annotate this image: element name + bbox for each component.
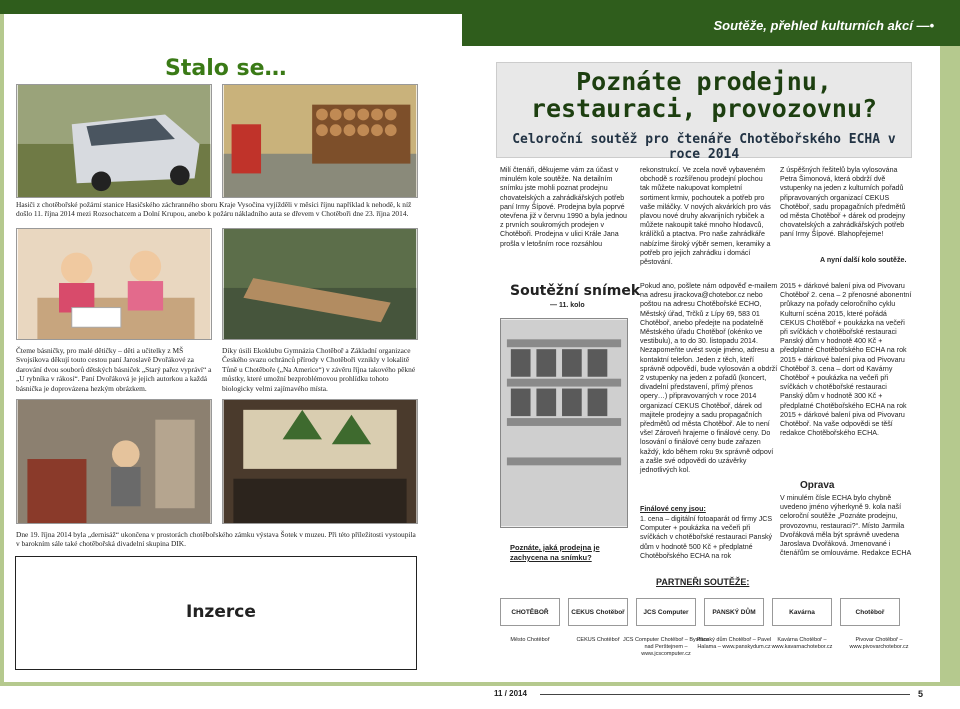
logo-pivovar: Chotěboř [840, 598, 900, 626]
caption-dernisaz: Dne 19. října 2014 byla „dernisáž“ ukončena v prostorách chotěbořského zámku výstava Šotek v muzeu. Při této příležitosti vystoupila v barokním sále také chotěbořská divadelní skupina DIK. [16, 530, 416, 549]
bottom-bar [0, 682, 960, 709]
intro-column-1: Milí čtenáři, děkujeme vám za účast v minulém kole soutěže. Na detailním snímku jste mohli poznat prodejnu chovatelských a zahrádkářských potřeb paní Irmy Šípové. Prodejna byla poprvé otevřena již v červnu 1990 a byla jednou z prvních soukromých prodejen v Chotěboři. Prodejna v ulici Krále Jana prošla v letošním roce rozsáhlou [500, 166, 627, 248]
final-prize-1: 1. cena – digitální fotoaparát od firmy JCS Computer + poukázka na večeři při svíčkách v chotěbořské restauraci Panský dům v hodnotě 500 Kč + předplatné Chotěbořského ECHA na rok [640, 515, 773, 560]
photo-car-accident [16, 84, 212, 198]
intro-column-3: Z úspěšných řešitelů byla vylosována Petra Šimonová, která obdrží dvě vstupenky na jeden z kulturních pořadů připravovaných organizací CEKUS Chotěboř, sadu propagačních předmětů od města Chotěboř + dárek od prodejny chovatelských a zahrádkářských potřeb paní Irmy Šípové. Blahopřejeme! [780, 166, 906, 239]
logo-kavarna: Kavárna [772, 598, 832, 626]
next-round-text: A nyní další kolo soutěže. [820, 256, 907, 264]
contest-subtitle: Celoroční soutěž pro čtenáře Chotěbořského ECHA v roce 2014 [512, 132, 896, 162]
intro-column-2: rekonstrukcí. Ve zcela nově vybaveném obchodě s rozšířenou prodejní plochou tak můžete nakupovat kompletní sortiment krmiv, pochoutek a potřeb pro vaše miláčky. V nových akvárkích pro vás plavou nové druhy akvarijních rybiček a můžete nakoupit také mnoho hlodavců, králíčků a ptactva. Pro naše zahrádkáře nabízíme široký výběr semen, keramiky a potřeb pro jejich zahrádku i domácí pěstování. [640, 166, 771, 267]
final-prizes-title: Finálové ceny jsou: [640, 505, 706, 513]
logo-chotebor: CHOTĚBOŘ [500, 598, 560, 626]
right-page-border [940, 46, 960, 682]
caption-firefighters: Hasiči z chotěbořské požární stanice Hasičského záchranného sboru Kraje Vysočina vyjížděli v měsíci říjnu například k nehodě, k níž došlo 11. října 2014 mezi Rozsochatcem a Dolní Krupou, anebo k požáru nákladního auta se dřevem v Chotěboři dne 23. října 2014. [16, 200, 412, 219]
top-bar-left [0, 0, 462, 14]
contest-round: — 11. kolo [550, 302, 585, 309]
contest-title: Poznáte prodejnu, restauraci, provozovnu? [530, 67, 878, 123]
logo-caption-jcs: JCS Computer Chotěboř – Bystřice nad Perštejnem – www.jcscomputer.cz [623, 637, 709, 657]
partners-title: PARTNEŘI SOUTĚŽE: [656, 577, 750, 587]
logo-caption-chotebor: Město Chotěboř [510, 637, 550, 643]
photo-theatre-performance [222, 399, 418, 524]
page-title: Stalo se… [165, 56, 287, 81]
logo-caption-kavarna: Kavárna Chotěboř – www.kavarnachotebor.cz [771, 637, 833, 650]
caption-ekoklub: Díky úsilí Ekoklubu Gymnázia Chotěboř a Základní organizace Českého svazu ochránců přírody v Chotěboři vznikly v lokalitě Tůně u Chotěboře („Na Americe“) v závěru října takového pěkné můstky, které umožní bezproblémovou prohlídku tohoto biologicky velmi zajímavého místa. [222, 346, 416, 393]
section-title: Soutěže, přehled kulturních akcí —• [713, 18, 934, 33]
logo-caption-pansky-dum: Panský dům Chotěboř – Pavel Halama – www.panskydum.cz [696, 637, 772, 650]
correction-text: V minulém čísle ECHA bylo chybně uvedeno jméno výherkyně 9. kola naší celoroční soutěže „Poznáte prodejnu, provozovnu, restauraci?“. Místo Jarmila Dvořáková měla být správně uvedena Jaroslava Dvořáková. Jmenované i čtenářům se omlouváme. Redakce ECHA [780, 494, 912, 558]
photo-museum-exhibition [16, 399, 212, 524]
logo-caption-pivovar: Pivovar Chotěboř – www.pivovarchotebor.cz [849, 637, 909, 650]
advert-label: Inzerce [186, 602, 256, 622]
logo-caption-cekus: CEKUS Chotěboř [576, 637, 620, 643]
logo-cekus: CEKUS Chotěboř [568, 598, 628, 626]
logo-jcs-computer: JCS Computer [636, 598, 696, 626]
issue-number: 11 / 2014 [494, 689, 527, 698]
photo-truck-fire [222, 84, 418, 198]
page-number: 5 [918, 689, 924, 699]
contest-photo-title: Soutěžní snímek [510, 283, 641, 299]
correction-title: Oprava [800, 480, 835, 491]
final-prizes-2-3: 2015 + dárkové balení piva od Pivovaru Chotěboř 2. cena – 2 přenosné abonentní průkazy na pořady celoročního cyklu Kulturní scéna 2015, které pořádá CEKUS Chotěboř + poukázka na večeři při svíčkách v chotěbořské restauraci Panský dům v hodnotě 400 Kč + předplatné Chotěbořského ECHA na rok 2015 + dárkové balení piva od Pivovaru Chotěboř 3. cena – dort od Kavárny Chotěboř + poukázka na večeři při svíčkách v chotěbořské restauraci Panský dům v hodnotě 300 Kč + předplatné Chotěbořského ECHA na rok 2015 + dárkové balení piva od Pivovaru Chotěboř. Na vaše odpovědi se těší redakce Chotěbořského ECHA. [780, 282, 912, 438]
answer-instructions: Pokud ano, pošlete nám odpověď e-mailem na adresu jirackova@chotebor.cz nebo poštou na adresu Chotěbořské ECHO, Městský úřad, Trčků z Lípy 69, 583 01 Chotěboř, anebo předejte na podatelně Městského úřadu Chotěboř (okénko ve vestibulu), a to do 30. listopadu 2014. Nezapomeňte uvést svoje jméno, adresu a kontaktní telefon. Jeden z těch, kteří správně odpovědí, bude vylosován a obdrží 2 vstupenky na jeden z pořadů (koncert, divadelní představení, přímý přenos opery…) připravovaných v roce 2014 organizací CEKUS Chotěboř, dárek od majitele prodejny a sadu propagačních předmětů od města Chotěboř. Ale to není vše! Zároveň hrajeme o finálové ceny. Do losování o finálové ceny bude zařazen každý, kdo během roku 9x správně odpoví a zašle své odpovědi do uzávěrky jednotlivých kol. [640, 282, 778, 475]
photo-wooden-bridge [222, 228, 418, 340]
logo-pansky-dum: PANSKÝ DŮM [704, 598, 764, 626]
photo-kindergarten [16, 228, 212, 340]
footer-rule [540, 694, 910, 695]
caption-poems: Čteme básničky, pro malé dětičky – děti a učitelky z MŠ Svojsíkova děkují touto cestou paní Jaroslavě Dvořákové za darování dvou souborů dětských básniček „Starý pařez vypráví“ a „U rybníka v rákosí“. Paní Dvořáková je jejich autorkou a každá básnička je doprovázena hezkým obrázkem. [16, 346, 212, 393]
contest-question: Poznáte, jaká prodejna je zachycena na snímku? [510, 543, 600, 562]
contest-shop-photo [500, 318, 628, 528]
